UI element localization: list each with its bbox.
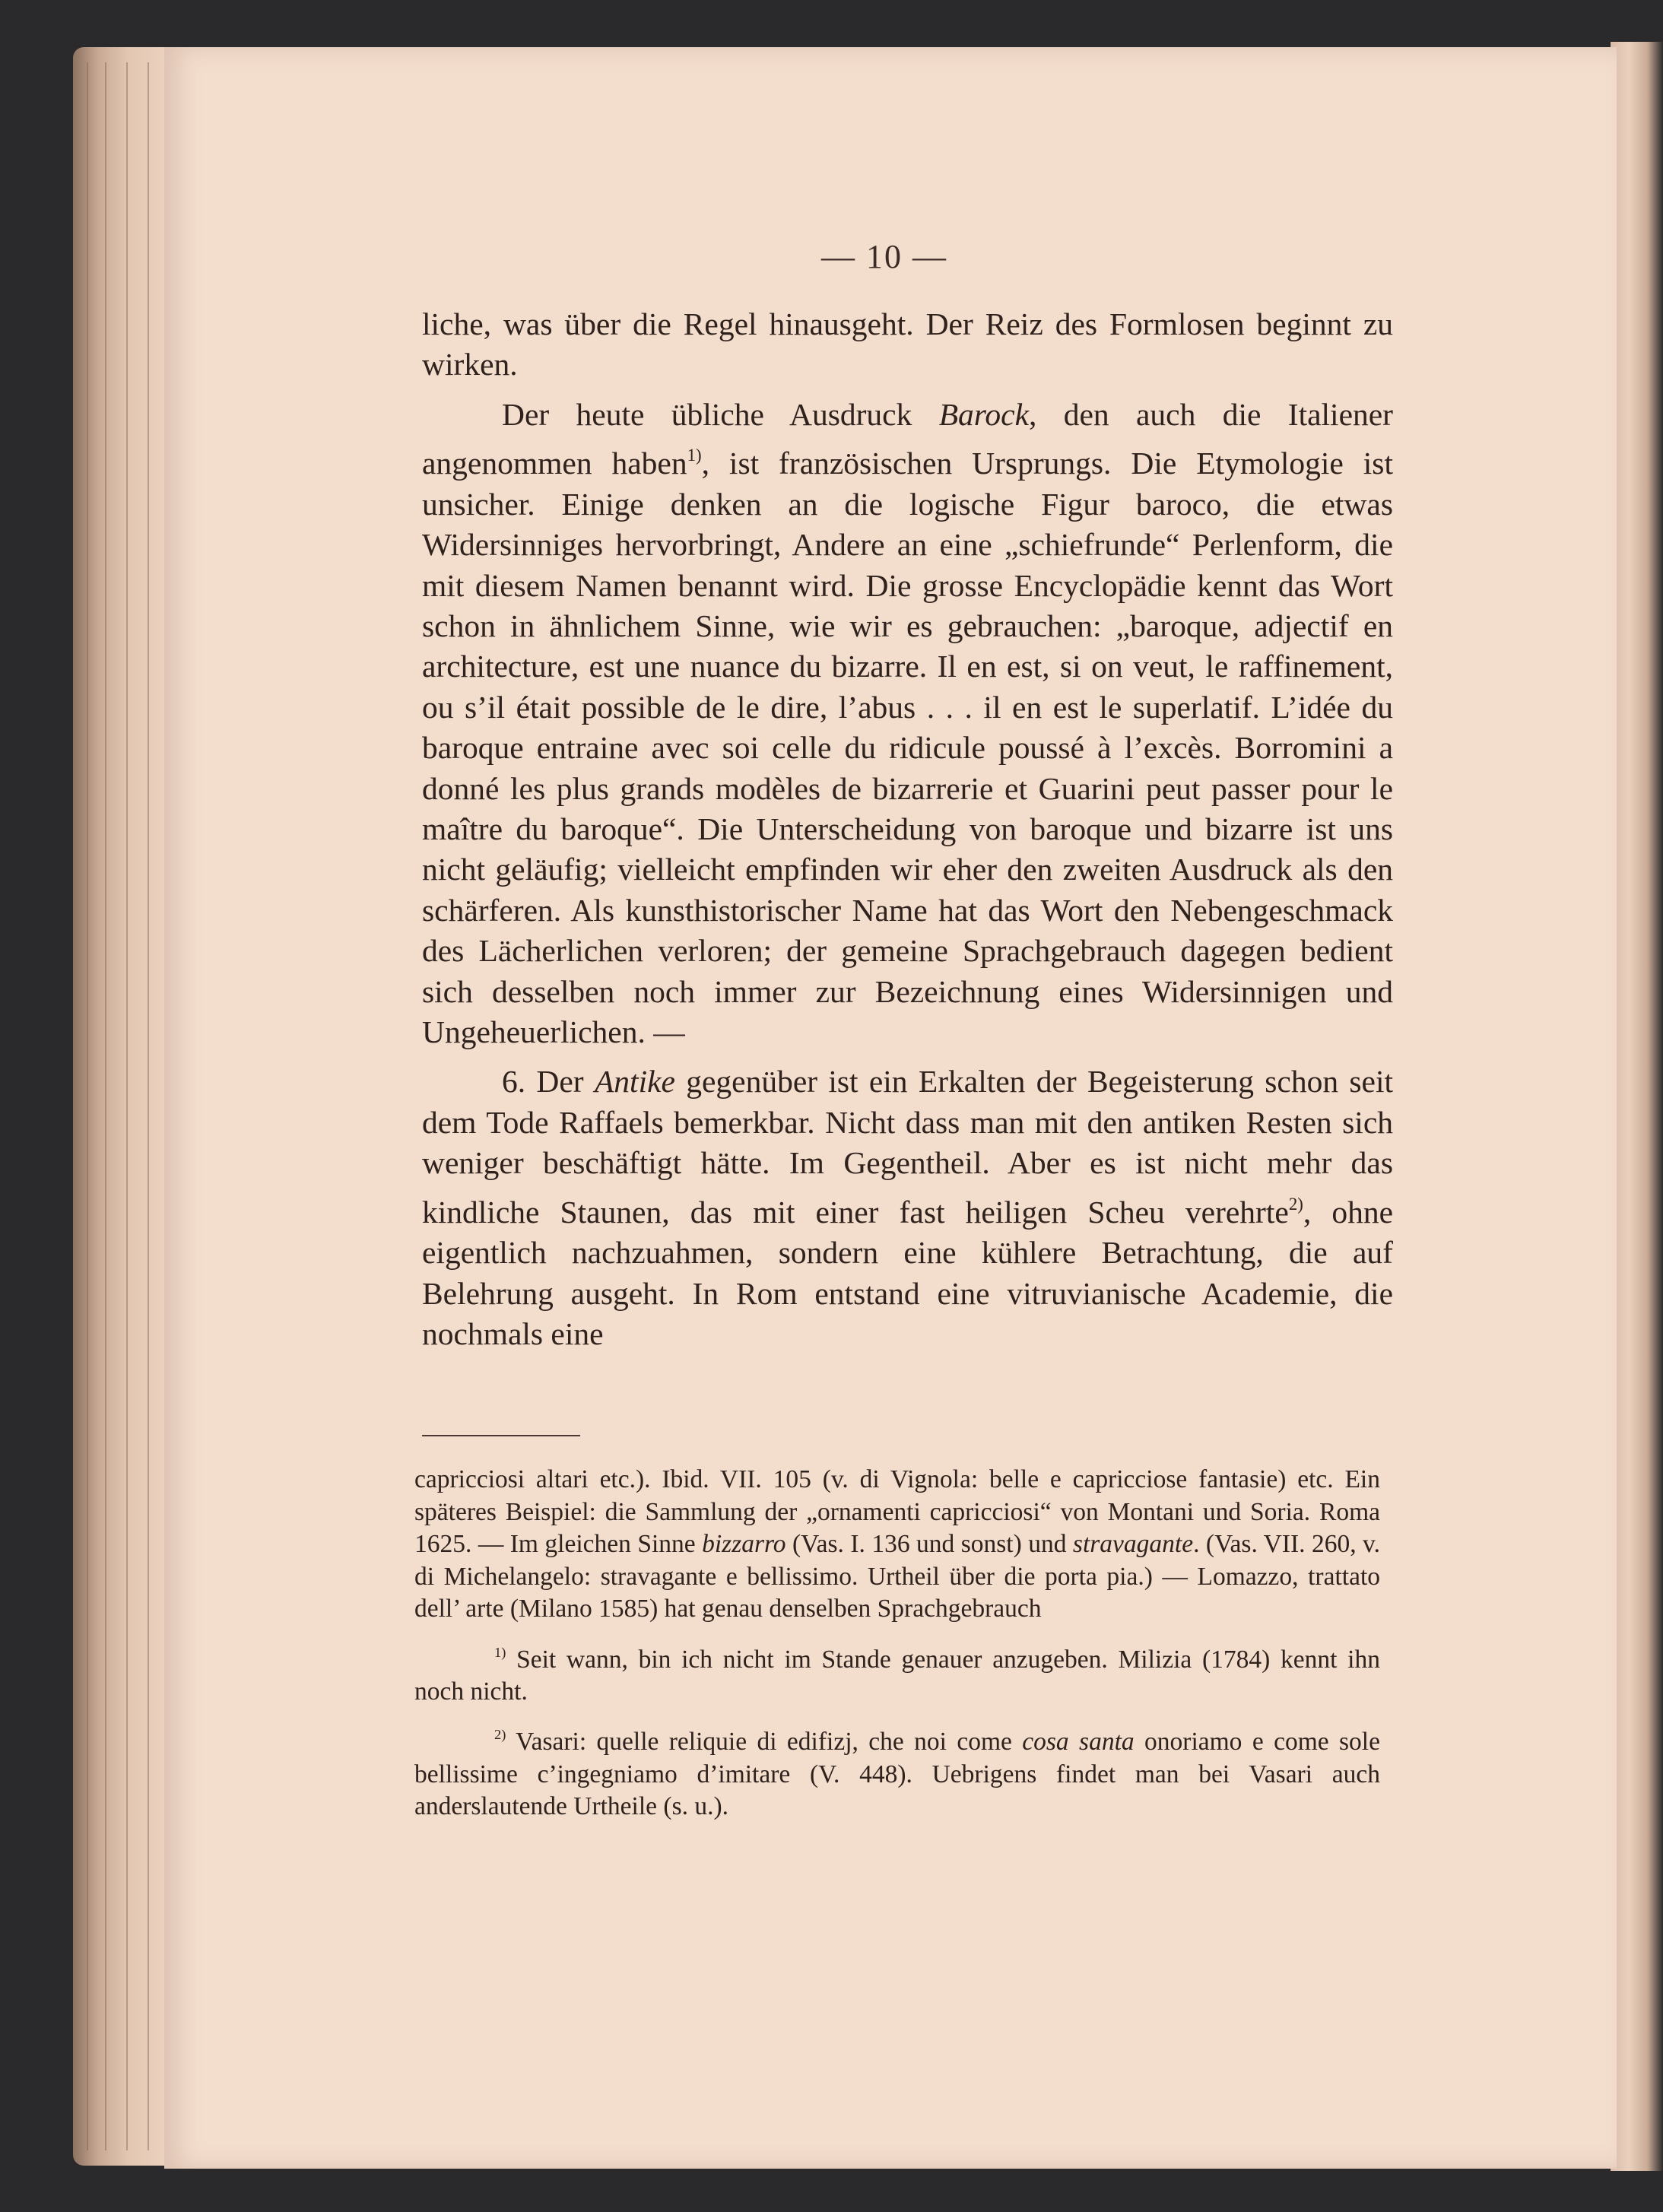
italic-term: Antike <box>594 1064 675 1100</box>
text-run: gegenüber ist ein Erkalten der Begeisterung schon seit dem Tode Raffaels bemerkbar. Nicht dass man mit den antiken Resten sich weniger beschäftigt hätte. Im Gegentheil. Aber es ist nicht mehr das kindliche Staunen, das mit einer fast heiligen Scheu verehrte <box>422 1064 1394 1230</box>
italic-term: bizzarro <box>702 1530 786 1558</box>
page-number: — 10 — <box>821 238 947 275</box>
text-run: Der heute übliche Ausdruck <box>502 396 939 432</box>
footnote-ref: 2) <box>1288 1194 1303 1214</box>
text-run: . (Vas. VII. 260, v. di Michelangelo: stravagante e bellissimo. Urtheil über die porta pia.) — Lomazzo, trattato dell’ arte (Milano 1585) hat genau denselben Sprachgebrauch <box>414 1530 1381 1623</box>
text-run: Seit wann, bin ich nicht im Stande genauer anzugeben. Milizia (1784) kennt ihn noch nicht. <box>414 1645 1380 1706</box>
footnote-2 <box>414 1719 1380 1823</box>
page-edge-line <box>148 62 149 2150</box>
text-run: onoriamo e come sole bellissime c’ingegniamo d’imitare (V. 448). Uebrigens findet man bei Vasari auch anderslautende Urtheile (s. u.). <box>414 1728 1380 1821</box>
main-text <box>422 304 1393 1363</box>
footnotes <box>414 1464 1380 1834</box>
book-right-edge <box>1611 42 1663 2171</box>
footnote-continuation <box>414 1464 1380 1626</box>
text-run: , ist französischen Ursprungs. Die Etymologie ist unsicher. Einige denken an die logische Figur baroco, die etwas Widersinniges hervorbringt, Andere an eine „schiefrunde“ Perlenform, die mit diesem Namen benannt wird. Die grosse Encyclopädie kennt das Wort schon in ähnlichem Sinne, wie wir es gebrauchen: „baroque, adjectif en architecture, est une nuance du bizarre. Il en est, si on veut, le raffinement, ou s’il était possible de le dire, l’abus . . . il en est le superlatif. L’idée du baroque entraine avec soi celle du ridicule poussé à l’excès. Borromini a donné les plus grands modèles de bizarrerie et Guarini peut passer pour le maître du baroque“. Die Unterscheidung von baroque und bizarre ist uns nicht geläufig; vielleicht empfinden wir eher den zweiten Ausdruck als den schärferen. Als kunsthistorischer Name hat das Wort den Nebengeschmack des Lächerlichen verloren; der gemeine Sprachgebrauch dagegen bedient sich desselben noch immer zur Bezeichnung eines Widersinnigen und Ungeheuerlichen. — <box>422 446 1393 1050</box>
footnote-mark: 1) <box>494 1644 506 1660</box>
page-edge-line <box>126 62 128 2150</box>
italic-term: cosa santa <box>1022 1728 1135 1757</box>
italic-term: Barock <box>938 396 1030 432</box>
footnote-mark: 2) <box>494 1727 506 1743</box>
paragraph <box>422 395 1393 1053</box>
paragraph: liche, was über die Regel hinausgeht. Der Reiz des Formlosen beginnt zu wirken. <box>422 306 1393 382</box>
footnote-ref: 1) <box>687 446 702 465</box>
text-run: (Vas. I. 136 und sonst) und <box>785 1530 1073 1558</box>
book-left-edge <box>73 47 172 2166</box>
page-edge-line <box>87 62 88 2150</box>
text-run: capricciosi altari etc.). Ibid. VII. 105 (v. di Vignola: belle e capricciose fantasie) etc. Ein späteres Beispiel: die Sammlung der „ornamenti capricciosi“ von Montani und Soria. Roma 1625. — Im gleichen Sinne <box>414 1465 1380 1558</box>
footnote-1 <box>414 1636 1380 1709</box>
italic-term: stravagante <box>1072 1530 1194 1558</box>
text-run: , den auch die Italiener angenommen haben <box>422 396 1393 481</box>
text-run: 6. Der <box>502 1064 595 1100</box>
text-run: Vasari: quelle reliquie di edifizj, che noi come <box>506 1728 1023 1757</box>
text-run: , ohne eigentlich nachzuahmen, sondern eine kühlere Betrachtung, die auf Belehrung ausgeht. In Rom entstand eine vitruvianische Academie, die nochmals eine <box>422 1194 1394 1351</box>
footnote-rule <box>422 1435 580 1436</box>
page-edge-line <box>105 62 106 2150</box>
paragraph <box>422 1062 1393 1354</box>
